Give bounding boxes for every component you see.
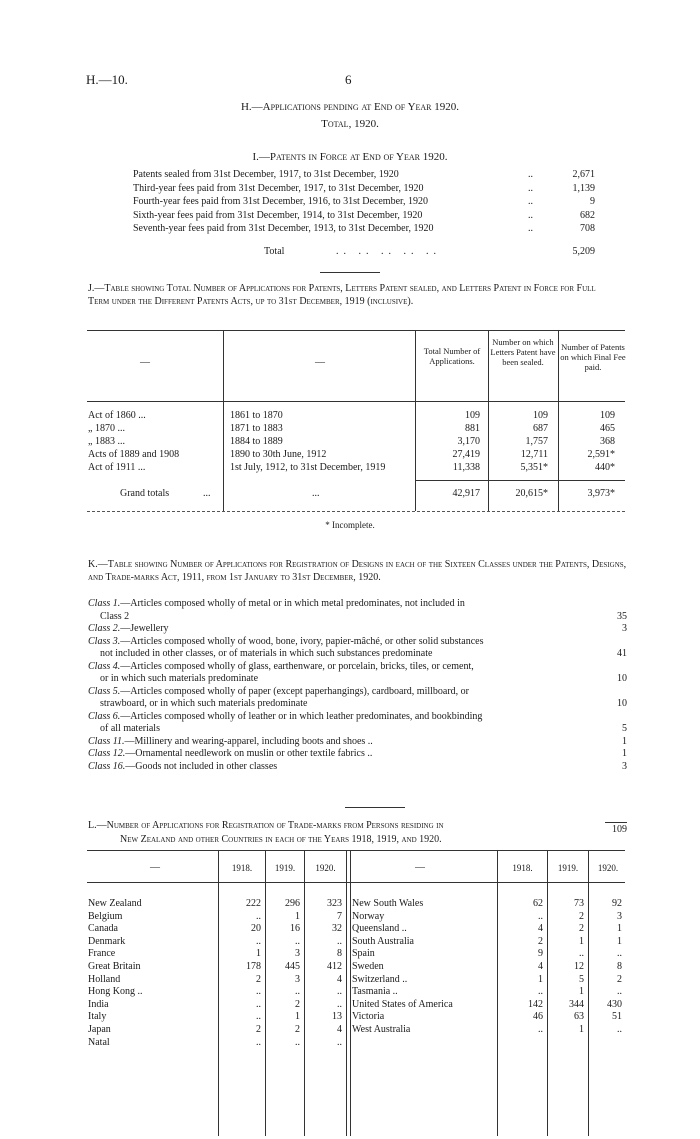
table-l-value-1919: 3 bbox=[295, 973, 300, 985]
section-j-title: J.—Table showing Total Number of Applications for Patents, Letters Patent sealed, and Letters Patent in Force for Full Term under the Different Patents Acts, up to 31st December, 1919 (inclusive). bbox=[88, 283, 596, 307]
table-j-apps: 27,419 bbox=[452, 449, 480, 460]
table-l-country: New South Wales bbox=[352, 898, 424, 909]
table-l-value-1920: 430 bbox=[607, 998, 622, 1010]
section-k-total: 109 bbox=[612, 824, 627, 835]
section-l-title: L.—Number of Applications for Registration of Trade-marks from Persons residing in bbox=[88, 820, 444, 831]
table-l-value-1920: .. bbox=[617, 948, 622, 960]
divider bbox=[320, 272, 380, 273]
table-l-value-1919: 1 bbox=[579, 1024, 584, 1035]
table-j-footnote: * Incomplete. bbox=[325, 520, 375, 530]
table-l-value-1918: .. bbox=[256, 1011, 261, 1023]
table-l-value-1918: 1 bbox=[538, 973, 543, 985]
table-l-value-1918: .. bbox=[256, 910, 261, 922]
table-j-act: Acts of 1889 and 1908 bbox=[88, 449, 180, 460]
table-l-country: Canada bbox=[88, 923, 118, 935]
table-j-final: 368 bbox=[600, 436, 615, 447]
section-k-value: 41 bbox=[617, 648, 627, 659]
table-j-total-period: ... bbox=[312, 488, 320, 499]
section-k-class bbox=[88, 711, 482, 722]
section-i-value: 9 bbox=[590, 196, 595, 207]
table-l-value-1918: 62 bbox=[533, 898, 543, 909]
table-l-value-1920: 1 bbox=[617, 923, 622, 935]
section-i-value: 682 bbox=[580, 209, 595, 221]
table-l-value-1918: .. bbox=[538, 910, 543, 922]
table-j-act: „ 1883 ... bbox=[88, 436, 125, 447]
table-l-country: Spain bbox=[352, 948, 375, 960]
table-j-sealed: 5,351* bbox=[520, 462, 548, 473]
section-k-class-desc: —Articles composed wholly of wood, bone, ivory, papier-mâché, or other solid substances bbox=[120, 635, 484, 647]
table-j-header-sealed: Number on which Letters Patent have been sealed. bbox=[490, 337, 556, 367]
table-l-country: Queensland .. bbox=[352, 923, 407, 935]
table-l-value-1918: 20 bbox=[251, 923, 261, 935]
section-k-class-cont: strawboard, or in which such materials predominate bbox=[100, 698, 308, 709]
section-h-title: H.—Applications pending at End of Year 1920. bbox=[240, 101, 460, 113]
table-l-value-1918: .. bbox=[256, 998, 261, 1010]
section-k-class-name: Class 1. bbox=[88, 598, 121, 609]
table-l-country: Denmark bbox=[88, 935, 126, 947]
table-l-value-1920: 412 bbox=[327, 961, 342, 972]
leader-dots: .. bbox=[528, 209, 533, 221]
table-l-value-1918: 1 bbox=[256, 948, 261, 960]
table-l-value-1919: .. bbox=[579, 948, 584, 960]
table-l-value-1918: 2 bbox=[538, 935, 543, 947]
table-l-value-1920: 8 bbox=[617, 961, 622, 972]
table-l-value-1919: 2 bbox=[295, 998, 300, 1010]
table-l-value-1918: .. bbox=[538, 1024, 543, 1035]
table-l-country: Belgium bbox=[88, 910, 123, 922]
section-k-class-desc: —Goods not included in other classes bbox=[125, 760, 278, 772]
table-j-final: 440* bbox=[595, 462, 615, 473]
table-j-top-rule bbox=[87, 330, 625, 331]
table-l-value-1918: 142 bbox=[528, 998, 543, 1010]
section-i-label: Fourth-year fees paid from 31st December, 1916, to 31st December, 1920 bbox=[133, 196, 428, 207]
table-j-apps: 3,170 bbox=[457, 436, 480, 447]
section-i-label: Seventh-year fees paid from 31st December, 1913, to 31st December, 1920 bbox=[133, 223, 434, 234]
table-l-country: Great Britain bbox=[88, 961, 141, 972]
table-l-value-1920: 51 bbox=[612, 1011, 622, 1023]
table-l-header-1919: 1919. bbox=[557, 863, 579, 873]
table-l-value-1920: 92 bbox=[612, 898, 622, 909]
table-j-period: 1890 to 30th June, 1912 bbox=[230, 449, 327, 460]
table-l-country: Tasmania .. bbox=[352, 986, 398, 998]
section-k-class bbox=[88, 748, 372, 759]
table-l-value-1920: 1 bbox=[617, 935, 622, 947]
table-j-header-dash: — bbox=[140, 357, 150, 368]
table-l-value-1920: .. bbox=[337, 935, 342, 947]
table-l-value-1920: .. bbox=[337, 998, 342, 1010]
section-k-class bbox=[88, 636, 483, 647]
section-k-class-desc: —Articles composed wholly of glass, earthenware, or porcelain, bricks, tiles, or cement, bbox=[120, 660, 474, 672]
table-l-value-1920: 3 bbox=[617, 910, 622, 922]
section-i-value: 1,139 bbox=[572, 182, 595, 194]
table-l-value-1919: 5 bbox=[579, 973, 584, 985]
section-k-class bbox=[88, 661, 474, 672]
section-k-class-desc: —Millinery and wearing-apparel, including boots and shoes .. bbox=[124, 735, 373, 747]
section-k-class-desc: —Articles composed wholly of leather or in which leather predominates, and bookbinding bbox=[120, 710, 483, 722]
table-j-period: 1884 to 1889 bbox=[230, 436, 283, 447]
section-i-label: Third-year fees paid from 31st December, 1917, to 31st December, 1920 bbox=[133, 182, 424, 194]
section-k-value: 1 bbox=[622, 748, 627, 759]
table-l-header-dash: — bbox=[415, 862, 425, 873]
table-j-total-label: Grand totals bbox=[120, 488, 170, 499]
table-l-header-1919: 1919. bbox=[274, 863, 296, 873]
table-l-value-1919: .. bbox=[295, 1036, 300, 1048]
table-j-apps: 109 bbox=[465, 410, 480, 421]
table-l-country: Japan bbox=[88, 1024, 111, 1035]
section-k-class-name: Class 16. bbox=[88, 760, 126, 772]
section-k-class-cont: Class 2 bbox=[100, 610, 130, 622]
table-l-value-1919: .. bbox=[295, 986, 300, 998]
table-l-value-1919: 296 bbox=[285, 898, 300, 909]
table-l-value-1919: 1 bbox=[579, 986, 584, 998]
table-j-act: Act of 1860 ... bbox=[88, 410, 146, 421]
table-l-value-1919: 12 bbox=[574, 961, 584, 972]
section-k-value: 3 bbox=[622, 760, 627, 772]
table-l-value-1918: .. bbox=[256, 935, 261, 947]
table-j-col-divider bbox=[558, 330, 559, 511]
table-j-header-applications: Total Number of Applications. bbox=[423, 346, 481, 366]
table-l-value-1920: 32 bbox=[332, 923, 342, 935]
table-l-value-1919: 2 bbox=[295, 1024, 300, 1035]
table-l-value-1918: 9 bbox=[538, 948, 543, 960]
table-j-act: „ 1870 ... bbox=[88, 423, 125, 434]
table-l-value-1920: 4 bbox=[337, 973, 342, 985]
section-k-class-name: Class 5. bbox=[88, 685, 121, 697]
table-l-country: Hong Kong .. bbox=[88, 986, 143, 998]
table-l-value-1918: 2 bbox=[256, 973, 261, 985]
section-l-title-cont: New Zealand and other Countries in each of the Years 1918, 1919, and 1920. bbox=[120, 834, 442, 845]
section-k-value: 3 bbox=[622, 623, 627, 634]
table-l-value-1918: 2 bbox=[256, 1024, 261, 1035]
table-l-double-divider bbox=[346, 850, 351, 1136]
table-j-header-dash: — bbox=[315, 357, 325, 368]
table-l-header-1918: 1918. bbox=[231, 863, 253, 873]
section-k-class-cont: of all materials bbox=[100, 723, 160, 734]
table-l-value-1919: 1 bbox=[295, 910, 300, 922]
table-j-total-sealed: 20,615* bbox=[515, 488, 548, 499]
leader-dots: .. bbox=[528, 182, 533, 194]
table-l-header-1920: 1920. bbox=[315, 863, 336, 873]
table-j-header-final-fee: Number of Patents on which Final Fee paid. bbox=[560, 342, 626, 372]
page-number: 6 bbox=[345, 72, 352, 87]
section-k-class-name: Class 12. bbox=[88, 748, 126, 759]
leader-dots: .. .. .. .. .. bbox=[336, 246, 441, 257]
table-l-value-1918: .. bbox=[256, 1036, 261, 1048]
section-k-class-name: Class 3. bbox=[88, 635, 121, 647]
table-l-value-1920: 4 bbox=[337, 1024, 342, 1035]
section-k-class-cont: or in which such materials predominate bbox=[100, 673, 259, 684]
table-l-value-1920: 2 bbox=[617, 973, 622, 985]
table-l-country: Italy bbox=[88, 1011, 107, 1023]
table-l-value-1920: 323 bbox=[327, 898, 342, 909]
table-l-top-rule bbox=[87, 850, 625, 851]
table-l-value-1918: 4 bbox=[538, 961, 543, 972]
divider bbox=[345, 807, 405, 808]
section-k-value: 35 bbox=[617, 610, 627, 622]
table-l-country: Natal bbox=[88, 1036, 110, 1048]
table-l-value-1920: .. bbox=[617, 1024, 622, 1035]
section-k-class-name: Class 11. bbox=[88, 735, 125, 747]
table-l-value-1919: 3 bbox=[295, 948, 300, 960]
table-l-value-1918: .. bbox=[538, 986, 543, 998]
table-l-country: India bbox=[88, 998, 109, 1010]
section-k-class-name: Class 4. bbox=[88, 660, 121, 672]
section-i-title: I.—Patents in Force at End of Year 1920. bbox=[252, 151, 448, 163]
section-i-value: 2,671 bbox=[572, 169, 595, 180]
table-l-value-1920: 8 bbox=[337, 948, 342, 960]
table-j-total-rule bbox=[415, 480, 625, 481]
table-l-header-1918: 1918. bbox=[512, 863, 533, 873]
section-i-total-value: 5,209 bbox=[572, 246, 595, 257]
table-l-value-1920: .. bbox=[337, 986, 342, 998]
section-k-class-desc: —Ornamental needlework on muslin or other textile fabrics .. bbox=[125, 748, 373, 759]
table-j-header-rule bbox=[87, 401, 625, 402]
table-j-sealed: 687 bbox=[533, 423, 548, 434]
table-l-value-1919: 2 bbox=[579, 910, 584, 922]
table-l-value-1918: 178 bbox=[246, 961, 261, 972]
table-l-value-1919: 1 bbox=[579, 935, 584, 947]
table-l-value-1919: 16 bbox=[290, 923, 300, 935]
section-i-label: Sixth-year fees paid from 31st December, 1914, to 31st December, 1920 bbox=[133, 209, 423, 221]
section-k-class-name: Class 6. bbox=[88, 710, 121, 722]
table-j-col-divider bbox=[488, 330, 489, 511]
leader-dots: .. bbox=[528, 196, 533, 207]
section-k-value: 1 bbox=[622, 735, 627, 747]
table-j-period: 1861 to 1870 bbox=[230, 410, 283, 421]
leader-dots: .. bbox=[528, 223, 533, 234]
table-l-country: Holland bbox=[88, 973, 121, 985]
section-k-class bbox=[88, 598, 465, 609]
table-l-country: United States of America bbox=[352, 998, 453, 1010]
section-k-class-name: Class 2. bbox=[88, 623, 121, 634]
section-k-class-desc: —Articles composed wholly of paper (except paperhangings), cardboard, millboard, or bbox=[120, 685, 470, 697]
section-k-class bbox=[88, 736, 373, 747]
table-l-country: Norway bbox=[352, 910, 385, 922]
table-l-header-rule bbox=[87, 882, 625, 883]
table-l-country: West Australia bbox=[352, 1024, 411, 1035]
table-l-value-1920: 13 bbox=[332, 1011, 342, 1023]
table-j-col-divider bbox=[223, 330, 224, 511]
table-j-apps: 881 bbox=[465, 423, 480, 434]
table-j-sealed: 12,711 bbox=[520, 449, 548, 460]
section-k-class-desc: —Jewellery bbox=[120, 623, 169, 634]
table-l-value-1919: 344 bbox=[569, 998, 584, 1010]
table-j-period: 1st July, 1912, to 31st December, 1919 bbox=[230, 462, 386, 473]
table-l-value-1920: .. bbox=[617, 986, 622, 998]
table-j-total-apps: 42,917 bbox=[452, 488, 480, 499]
table-j-sealed: 109 bbox=[533, 410, 548, 421]
table-l-value-1918: 4 bbox=[538, 923, 543, 935]
table-l-value-1919: 1 bbox=[295, 1011, 300, 1023]
table-l-value-1919: 73 bbox=[574, 898, 584, 909]
section-k-class-desc: —Articles composed wholly of metal or in which metal predominates, not included in bbox=[120, 598, 465, 609]
section-k-value: 5 bbox=[622, 723, 627, 734]
table-l-value-1918: .. bbox=[256, 986, 261, 998]
table-j-final: 109 bbox=[600, 410, 615, 421]
leader-dots: .. bbox=[528, 169, 533, 180]
table-l-value-1919: 445 bbox=[285, 961, 300, 972]
leader-dots: ... bbox=[203, 488, 211, 499]
section-k-value: 10 bbox=[617, 673, 627, 684]
section-k-class bbox=[88, 686, 469, 697]
table-j-apps: 11,338 bbox=[452, 462, 480, 473]
table-j-col-divider bbox=[415, 330, 416, 511]
page-reference: H.—10. bbox=[86, 72, 128, 87]
section-i-label: Patents sealed from 31st December, 1917, to 31st December, 1920 bbox=[133, 169, 399, 180]
section-k-value: 10 bbox=[617, 698, 627, 709]
table-j-total-final: 3,973* bbox=[587, 488, 615, 499]
table-l-value-1919: 63 bbox=[574, 1011, 584, 1023]
table-j-final: 465 bbox=[600, 423, 615, 434]
section-k-sum-rule bbox=[605, 822, 627, 823]
table-l-country: Switzerland .. bbox=[352, 973, 408, 985]
table-l-value-1918: 46 bbox=[533, 1011, 543, 1023]
table-l-value-1920: .. bbox=[337, 1036, 342, 1048]
section-k-title: K.—Table showing Number of Applications for Registration of Designs in each of the Sixteen Classes under the Patents, Designs, and Trade-marks Act, 1911, from 1st January to 31st December, 1920. bbox=[88, 559, 627, 583]
table-l-country: South Australia bbox=[352, 935, 414, 947]
table-j-bottom-rule bbox=[87, 511, 625, 512]
table-j-act: Act of 1911 ... bbox=[88, 462, 146, 473]
table-j-period: 1871 to 1883 bbox=[230, 423, 283, 434]
table-l-header-1920: 1920. bbox=[597, 863, 619, 873]
section-h-subtitle: Total, 1920. bbox=[321, 118, 379, 130]
table-l-value-1919: 2 bbox=[579, 923, 584, 935]
table-l-country: France bbox=[88, 948, 116, 960]
table-j-final: 2,591* bbox=[587, 449, 615, 460]
table-j-sealed: 1,757 bbox=[525, 436, 548, 447]
table-l-value-1918: 222 bbox=[246, 898, 261, 909]
table-l-country: Sweden bbox=[352, 961, 384, 972]
table-l-header-dash: — bbox=[150, 862, 160, 873]
section-i-total-label: Total bbox=[264, 246, 285, 257]
table-l-value-1919: .. bbox=[295, 935, 300, 947]
section-k-class bbox=[88, 761, 277, 772]
table-l-value-1920: 7 bbox=[337, 910, 342, 922]
section-i-value: 708 bbox=[580, 223, 595, 234]
section-k-class-cont: not included in other classes, or of materials in which such substances predominate bbox=[100, 648, 433, 659]
section-k-class bbox=[88, 623, 169, 634]
table-l-country: New Zealand bbox=[88, 898, 142, 909]
table-l-country: Victoria bbox=[352, 1011, 385, 1023]
